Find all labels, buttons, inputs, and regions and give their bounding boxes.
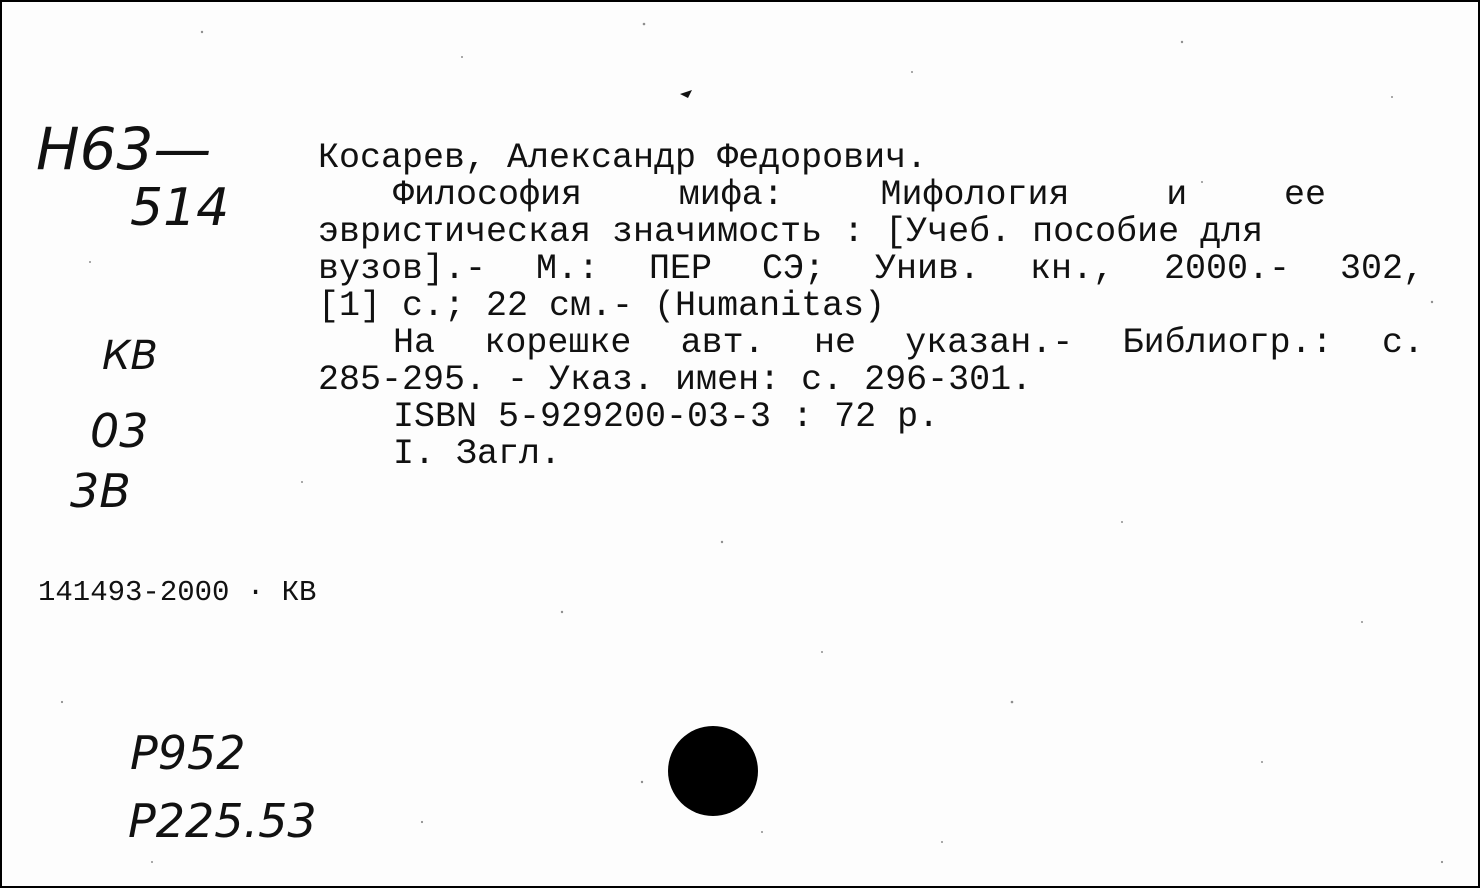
entry-added-entry: I. Загл. [393,434,562,474]
entry-word: и [1166,175,1188,215]
entry-word: Унив. [874,249,980,289]
entry-word: указан.- [905,323,1074,363]
entry-word: корешке [484,323,632,363]
entry-note-line2: 285-295. - Указ. имен: с. 296-301. [318,360,1033,400]
entry-title-line4: [1] с.; 22 см.- (Humanitas) [318,286,886,326]
entry-author: Косарев, Александр Федорович. [318,138,928,178]
entry-word: На [393,323,436,363]
classification-line1: Р952 [130,726,246,780]
shelfmark-line2: 514 [130,178,230,238]
bibliographic-entry [318,140,1424,473]
entry-title-line1 [318,177,1326,214]
entry-title-line2: эвристическая значимость : [Учеб. пособие для [318,212,1264,252]
entry-word: 302, [1339,249,1424,289]
entry-word: 2000.- [1163,249,1290,289]
location-mark-3: 3В [70,464,131,518]
entry-word: Философия [393,175,583,215]
entry-word: с. [1381,323,1424,363]
entry-word: авт. [680,323,765,363]
location-mark-2: 03 [90,404,149,458]
entry-word: ПЕР [648,249,712,289]
entry-word: Мифология [880,175,1070,215]
entry-word: кн., [1029,249,1114,289]
entry-title-line3 [318,251,1424,288]
location-mark-1: КВ [102,333,158,379]
card-number: 141493-2000 · КВ [38,576,317,609]
entry-word: мифа: [678,175,784,215]
entry-word: М.: [536,249,600,289]
entry-isbn: ISBN 5-929200-03-3 : 72 р. [393,397,940,437]
entry-word: СЭ; [761,249,825,289]
entry-word: вузов].- [318,249,487,289]
entry-word: не [813,323,856,363]
classification-line2: Р225.53 [128,794,317,848]
entry-note-line1 [318,325,1424,362]
punched-hole-dot [668,726,758,816]
entry-word: Библиогр.: [1122,323,1333,363]
entry-word: ее [1283,175,1326,215]
shelfmark-line1: Н63— [36,115,212,183]
